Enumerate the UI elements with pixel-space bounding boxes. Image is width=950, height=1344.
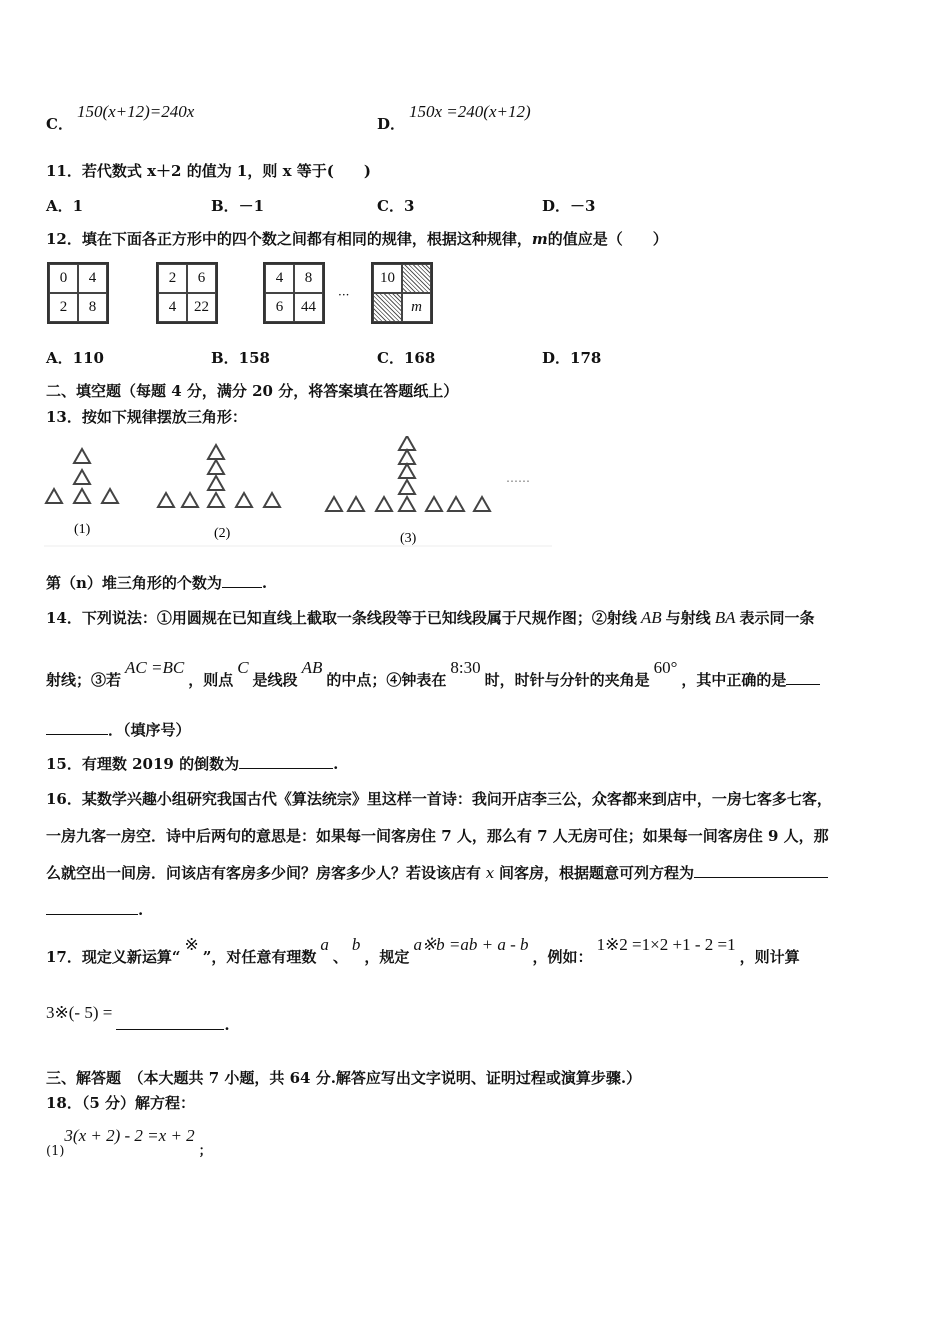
ellipsis: …… xyxy=(506,471,530,485)
grid-cell: 22 xyxy=(187,293,216,322)
q13-text: 13．按如下规律摆放三角形： xyxy=(46,408,247,426)
q14-line-2: 射线；③若AC =BC，则点C是线段AB的中点；④钟表在8:30时，时针与分针的夹角是60°，其中正确的是 xyxy=(46,670,820,690)
grid-cell: 6 xyxy=(265,293,294,322)
hatched-cell xyxy=(402,264,431,293)
grid-cell: 6 xyxy=(187,264,216,293)
equation: 150x =240(x+12) xyxy=(409,102,531,121)
number-grid-3 xyxy=(263,262,325,324)
q12-option-c: C．168 xyxy=(377,349,436,367)
q11-option-c: C．3 xyxy=(377,197,415,215)
q11-text: 11．若代数式 x＋2 的值为 1，则 x 等于( ) xyxy=(46,162,371,180)
grid-cell: 4 xyxy=(158,293,187,322)
section-2-heading: 二、填空题（每题 4 分，满分 20 分，将答案填在答题纸上） xyxy=(46,382,459,400)
triangle-pattern-figure xyxy=(44,436,552,548)
q13-answer-line: 第（n）堆三角形的个数为 . xyxy=(46,574,268,592)
q18-part-1: (1)3(x + 2) - 2 =x + 2； xyxy=(46,1126,212,1159)
section-3-heading: 三、解答题 （本大题共 7 小题，共 64 分.解答应写出文字说明、证明过程或演算步骤.） xyxy=(46,1069,642,1087)
q12-option-d: D．178 xyxy=(542,349,602,367)
q17-line-1: 17．现定义新运算“※”，对任意有理数a、b，规定a※b =ab + a - b，例如：1※2 =1×2 +1 - 2 =1，则计算 xyxy=(46,935,800,966)
number-grid-1 xyxy=(47,262,109,324)
q10-option-d: D．150x =240(x+12) xyxy=(377,102,531,133)
grid-cell: 2 xyxy=(158,264,187,293)
q16-line-4: . xyxy=(46,900,143,920)
q18-text: 18．（5 分）解方程： xyxy=(46,1094,196,1112)
q16-line-1: 16．某数学兴趣小组研究我国古代《算法统宗》里这样一首诗：我问开店李三公，众客都来到店中，一房七客多七客， xyxy=(46,790,832,808)
grid-cell: 4 xyxy=(265,264,294,293)
q11-option-b: B．－1 xyxy=(211,197,265,215)
q11-option-a: A．1 xyxy=(46,197,84,215)
grid-cell: 8 xyxy=(294,264,323,293)
ellipsis: ··· xyxy=(338,288,350,302)
triangle-stack-2 xyxy=(158,445,280,507)
grid-cell: 44 xyxy=(294,293,323,322)
grid-cell: 8 xyxy=(78,293,107,322)
grid-cell: 4 xyxy=(78,264,107,293)
grid-cell: 10 xyxy=(373,264,402,293)
hatched-cell xyxy=(373,293,402,322)
q12-text: 12．填在下面各正方形中的四个数之间都有相同的规律，根据这种规律，m的值应是（ ） xyxy=(46,230,668,248)
q12-option-a: A．110 xyxy=(46,349,104,367)
number-grid-2 xyxy=(156,262,218,324)
triangle-stack-3 xyxy=(326,436,490,511)
grid-cell-m: m xyxy=(402,293,431,322)
q11-option-d: D．－3 xyxy=(542,197,596,215)
q10-option-c: C．150(x+12)=240x xyxy=(46,102,195,133)
number-grid-4 xyxy=(371,262,433,324)
q14-line-1: 14．下列说法：①用圆规在已知直线上截取一条线段等于已知线段属于尺规作图；②射线 AB 与射线 BA 表示同一条 xyxy=(46,608,815,627)
equation: 150(x+12)=240x xyxy=(76,102,195,121)
q16-line-2: 一房九客一房空．诗中后两句的意思是：如果每一间客房住 7 人，那么有 7 人无房可住；如果每一间客房住 9 人，那 xyxy=(46,827,829,845)
q17-line-2: 3※(- 5) =. xyxy=(46,1003,230,1034)
q16-line-3: 么就空出一间房．问该店有客房多少间？房客多少人？若设该店有 x 间客房，根据题意可列方程为 xyxy=(46,863,828,883)
q15-text: 15．有理数 2019 的倒数为 . xyxy=(46,755,339,773)
stack-label: (2) xyxy=(214,526,231,541)
q12-option-b: B．158 xyxy=(211,349,270,367)
grid-cell: 2 xyxy=(49,293,78,322)
grid-cell: 0 xyxy=(49,264,78,293)
triangle-stack-1 xyxy=(46,449,118,503)
stack-label: (1) xyxy=(74,522,91,537)
q14-line-3: ．（填序号） xyxy=(46,720,191,740)
stack-label: (3) xyxy=(400,531,417,546)
